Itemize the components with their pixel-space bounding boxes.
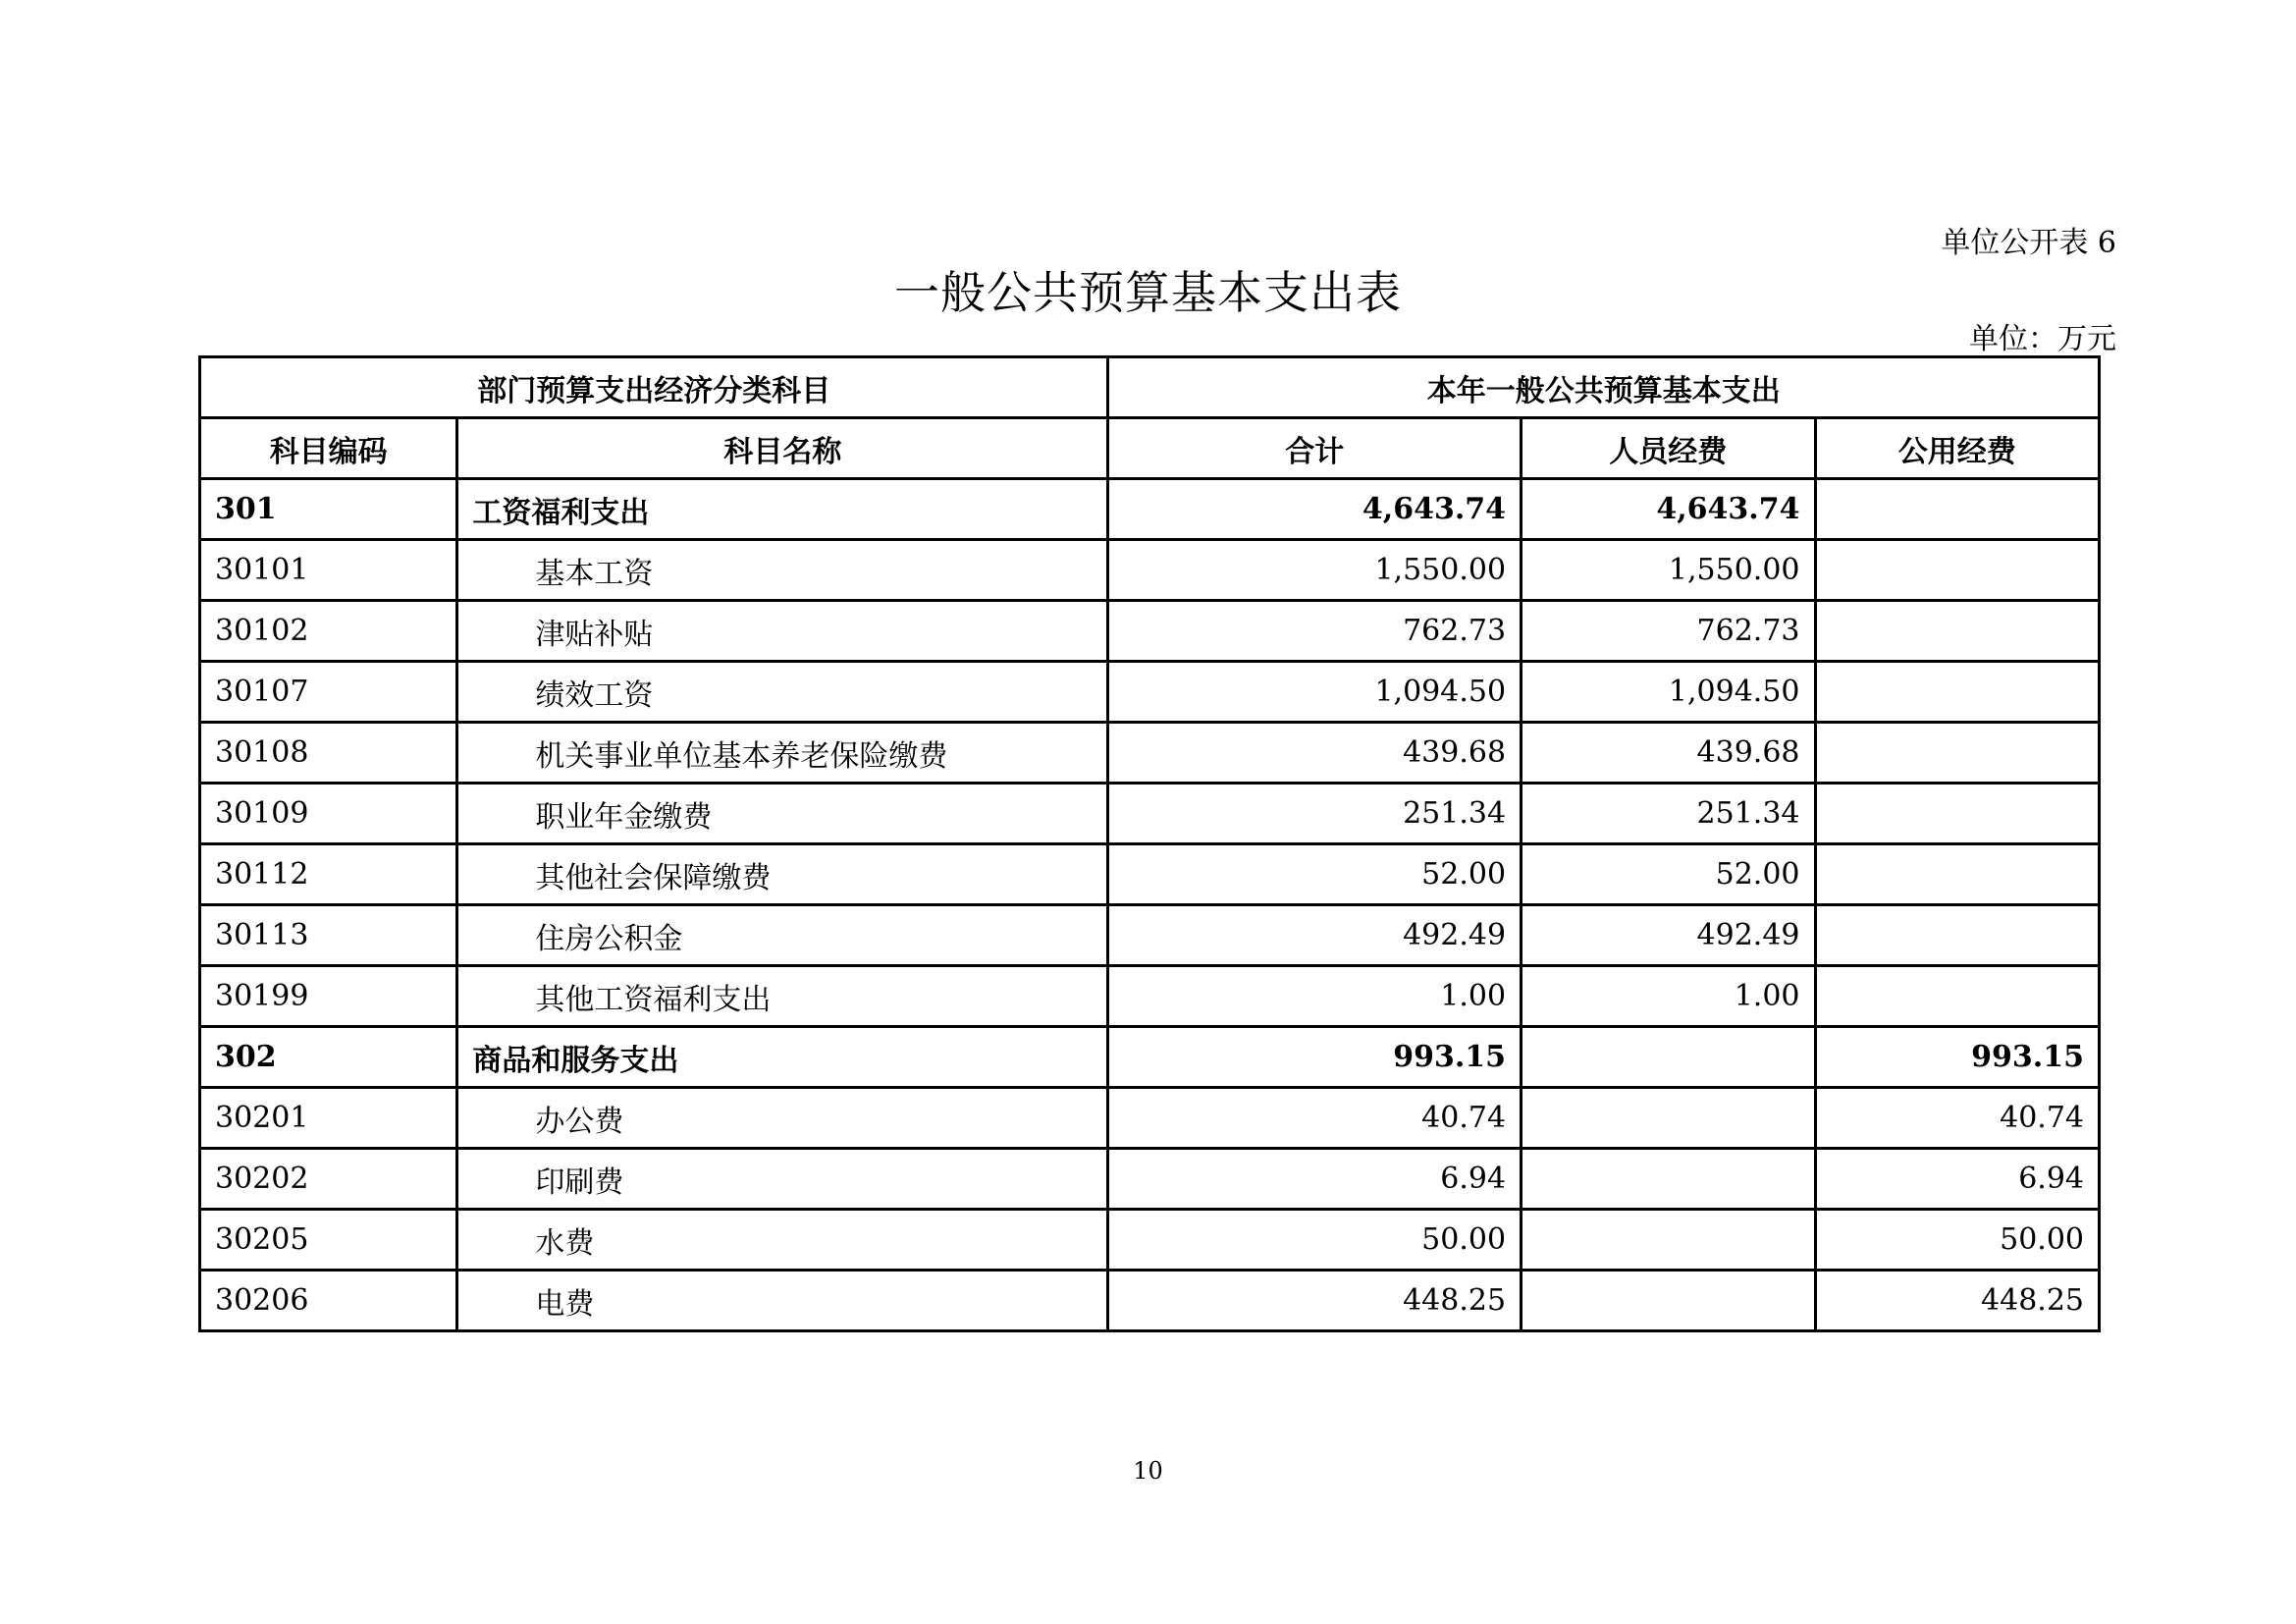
cell-public: 40.74 (1815, 1088, 2100, 1149)
cell-public (1815, 844, 2100, 905)
cell-public: 6.94 (1815, 1149, 2100, 1210)
cell-code: 30107 (200, 662, 457, 723)
table-row (200, 966, 2100, 1027)
cell-name: 工资福利支出 (457, 479, 1108, 540)
table-row (200, 905, 2100, 966)
cell-public (1815, 540, 2100, 601)
cell-total: 993.15 (1108, 1027, 1522, 1088)
table-row (200, 1149, 2100, 1210)
cell-public: 50.00 (1815, 1210, 2100, 1271)
cell-name: 绩效工资 (457, 662, 1108, 723)
cell-code: 30113 (200, 905, 457, 966)
cell-personnel (1522, 1210, 1815, 1271)
cell-total: 439.68 (1108, 723, 1522, 784)
table-row (200, 1210, 2100, 1271)
cell-personnel: 52.00 (1522, 844, 1815, 905)
cell-name: 职业年金缴费 (457, 784, 1108, 844)
cell-total: 1,550.00 (1108, 540, 1522, 601)
group-header-basic-expenditure: 本年一般公共预算基本支出 (1108, 357, 2100, 418)
column-header-row (200, 418, 2100, 479)
cell-name: 其他工资福利支出 (457, 966, 1108, 1027)
cell-code: 302 (200, 1027, 457, 1088)
cell-code: 30201 (200, 1088, 457, 1149)
cell-public (1815, 601, 2100, 662)
cell-code: 30202 (200, 1149, 457, 1210)
cell-total: 448.25 (1108, 1271, 1522, 1331)
unit-label: 单位：万元 (1969, 322, 2116, 356)
cell-public: 448.25 (1815, 1271, 2100, 1331)
cell-personnel (1522, 1271, 1815, 1331)
table-row (200, 723, 2100, 784)
cell-total: 52.00 (1108, 844, 1522, 905)
cell-name: 其他社会保障缴费 (457, 844, 1108, 905)
cell-total: 492.49 (1108, 905, 1522, 966)
cell-total: 1.00 (1108, 966, 1522, 1027)
cell-personnel (1522, 1088, 1815, 1149)
cell-personnel (1522, 1027, 1815, 1088)
cell-public: 993.15 (1815, 1027, 2100, 1088)
table-row (200, 601, 2100, 662)
group-header-row (200, 357, 2100, 418)
table-row (200, 1027, 2100, 1088)
cell-total: 6.94 (1108, 1149, 1522, 1210)
cell-personnel: 4,643.74 (1522, 479, 1815, 540)
cell-total: 50.00 (1108, 1210, 1522, 1271)
group-header-classification: 部门预算支出经济分类科目 (200, 357, 1108, 418)
cell-personnel: 762.73 (1522, 601, 1815, 662)
table-row (200, 662, 2100, 723)
column-header-code: 科目编码 (200, 418, 457, 479)
cell-name: 津贴补贴 (457, 601, 1108, 662)
cell-total: 762.73 (1108, 601, 1522, 662)
cell-public (1815, 662, 2100, 723)
column-header-public: 公用经费 (1815, 418, 2100, 479)
cell-name: 电费 (457, 1271, 1108, 1331)
table-row (200, 1271, 2100, 1331)
table-row (200, 784, 2100, 844)
cell-name: 水费 (457, 1210, 1108, 1271)
column-header-personnel: 人员经费 (1522, 418, 1815, 479)
cell-name: 基本工资 (457, 540, 1108, 601)
cell-code: 30205 (200, 1210, 457, 1271)
cell-personnel: 251.34 (1522, 784, 1815, 844)
cell-code: 30199 (200, 966, 457, 1027)
cell-personnel: 1,094.50 (1522, 662, 1815, 723)
cell-personnel (1522, 1149, 1815, 1210)
cell-total: 1,094.50 (1108, 662, 1522, 723)
cell-name: 住房公积金 (457, 905, 1108, 966)
table-body (200, 479, 2100, 1331)
cell-total: 40.74 (1108, 1088, 1522, 1149)
cell-name: 办公费 (457, 1088, 1108, 1149)
cell-personnel: 1,550.00 (1522, 540, 1815, 601)
table-row (200, 844, 2100, 905)
cell-public (1815, 723, 2100, 784)
cell-public (1815, 784, 2100, 844)
cell-name: 商品和服务支出 (457, 1027, 1108, 1088)
cell-public (1815, 905, 2100, 966)
table-header (200, 357, 2100, 479)
budget-table (198, 355, 2101, 1332)
cell-personnel: 1.00 (1522, 966, 1815, 1027)
cell-code: 30109 (200, 784, 457, 844)
table-row (200, 479, 2100, 540)
column-header-name: 科目名称 (457, 418, 1108, 479)
cell-code: 30206 (200, 1271, 457, 1331)
cell-total: 251.34 (1108, 784, 1522, 844)
cell-public (1815, 479, 2100, 540)
cell-personnel: 439.68 (1522, 723, 1815, 784)
cell-code: 30108 (200, 723, 457, 784)
cell-public (1815, 966, 2100, 1027)
table-label: 单位公开表 6 (1941, 226, 2116, 260)
cell-name: 机关事业单位基本养老保险缴费 (457, 723, 1108, 784)
page-number: 10 (1133, 1457, 1163, 1485)
cell-code: 30102 (200, 601, 457, 662)
cell-code: 30112 (200, 844, 457, 905)
cell-personnel: 492.49 (1522, 905, 1815, 966)
cell-code: 30101 (200, 540, 457, 601)
cell-code: 301 (200, 479, 457, 540)
table-row (200, 1088, 2100, 1149)
table-row (200, 540, 2100, 601)
cell-total: 4,643.74 (1108, 479, 1522, 540)
page-title: 一般公共预算基本支出表 (894, 266, 1402, 319)
cell-name: 印刷费 (457, 1149, 1108, 1210)
column-header-total: 合计 (1108, 418, 1522, 479)
